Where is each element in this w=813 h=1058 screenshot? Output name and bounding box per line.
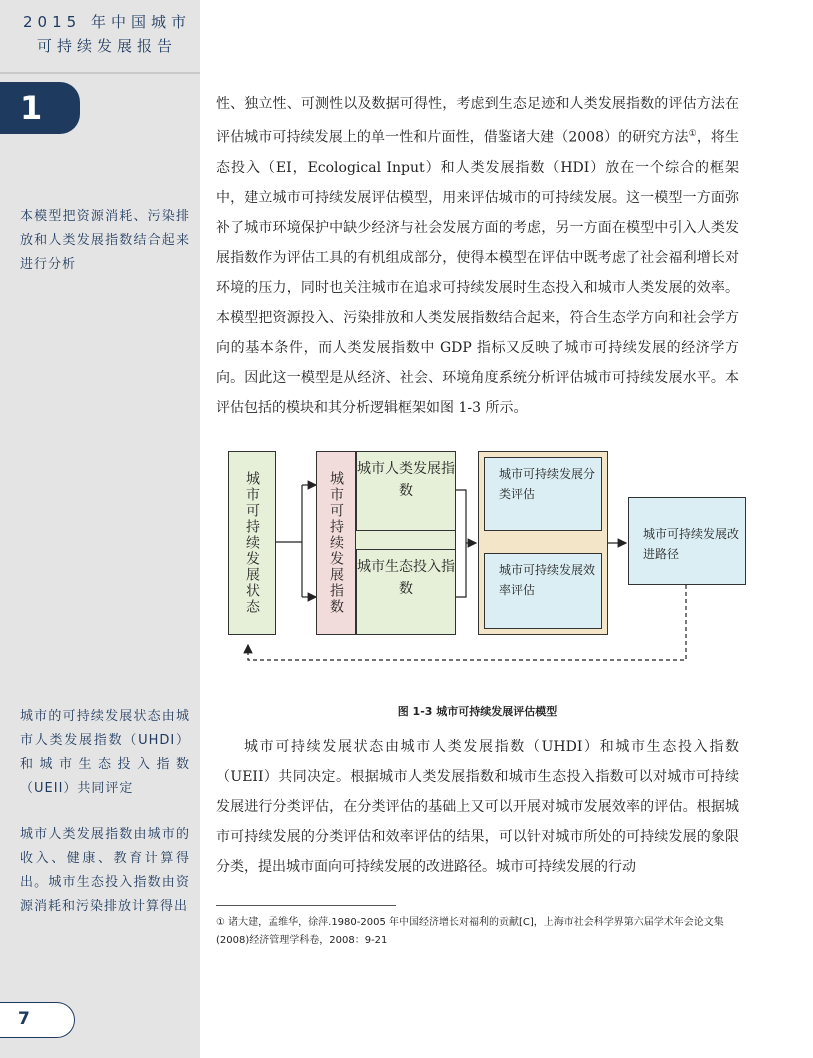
figure-caption: 图 1-3 城市可持续发展评估模型 (397, 705, 558, 718)
ueii-box: 城市生态投入指数 (356, 549, 456, 635)
index-box-label: 城市可持续发展指数 (328, 471, 344, 615)
paragraph-2 (216, 732, 739, 882)
efficiency-box: 城市可持续发展效率评估 (484, 553, 602, 629)
report-title-line1: 2015 年中国城市 (23, 13, 191, 31)
index-box (316, 451, 356, 635)
state-box-label: 城市可持续发展状态 (244, 471, 260, 615)
footnote: ① 诸大建，孟维华，徐萍.1980-2005 年中国经济增长对福利的贡献[C]，上海市社会科学界第六届学术年会论文集(2008)经济管理学科卷，2008：9-21 (216, 917, 724, 946)
figure-1-3 (216, 445, 756, 675)
title-divider (0, 72, 200, 74)
side-note-1: 本模型把资源消耗、污染排放和人类发展指数结合起来进行分析 (20, 209, 190, 272)
uhdi-box: 城市人类发展指数 (356, 451, 456, 531)
paragraph-1-part1: 性、独立性、可测性以及数据可得性，考虑到生态足迹和人类发展指数的评估方法在评估城市可持续发展上的单一性和片面性，借鉴诸大建（2008）的研究方法 (216, 96, 739, 146)
footnote-reference[interactable]: ① (688, 129, 697, 139)
feedback-dashed-arrow (248, 585, 686, 660)
paragraph-2-text: 城市可持续发展状态由城市人类发展指数（UHDI）和城市生态投入指数（UEII）共同决定。根据城市人类发展指数和城市生态投入指数可以对城市可持续发展进行分类评估，在分类评估的基础上又可以开展对城市发展效率的评估。根据城市可持续发展的分类评估和效率评估的结果，可以针对城市所处的可持续发展的象限分类，提出城市面向可持续发展的改进路径。城市可持续发展的行动 (216, 739, 739, 875)
report-title-line2: 可持续发展报告 (36, 37, 177, 55)
chapter-number-tab: 1 (0, 82, 80, 134)
page-number: 7 (0, 1002, 75, 1038)
side-note-3: 城市人类发展指数由城市的收入、健康、教育计算得出。城市生态投入指数由资源消耗和污染排放计算得出 (20, 827, 190, 914)
state-box (228, 451, 276, 635)
path-box: 城市可持续发展改进路径 (628, 497, 746, 585)
paragraph-1 (216, 89, 739, 423)
report-title (22, 10, 192, 58)
classify-box: 城市可持续发展分类评估 (484, 457, 602, 531)
footnote-divider (216, 905, 396, 906)
connector-index-bracket (456, 490, 466, 597)
paragraph-1-part2: ，将生态投入（EI，Ecological Input）和人类发展指数（HDI）放在一个综合的框架中，建立城市可持续发展评估模型，用来评估城市的可持续发展。这一模型一方面弥补了城市环境保护中缺少经济与社会发展方面的考虑，另一方面在模型中引入人类发展指数作为评估工具的有机组成部分，使得本模型在评估中既考虑了社会福利增长对环境的压力，同时也关注城市在追求可持续发展时生态投入和城市人类发展的效率。本模型把资源投入、污染排放和人类发展指数结合起来，符合生态学方向和社会学方向的基本条件，而人类发展指数中 GDP 指标又反映了城市可持续发展的经济学方向。因此这一模型是从经济、社会、环境角度系统分析评估城市可持续发展水平。本评估包括的模块和其分析逻辑框架如图 1-3 所示。 (216, 129, 739, 416)
side-note-2: 城市的可持续发展状态由城市人类发展指数（UHDI）和城市生态投入指数（UEII）共同评定 (20, 709, 190, 796)
sidebar (0, 0, 200, 1058)
